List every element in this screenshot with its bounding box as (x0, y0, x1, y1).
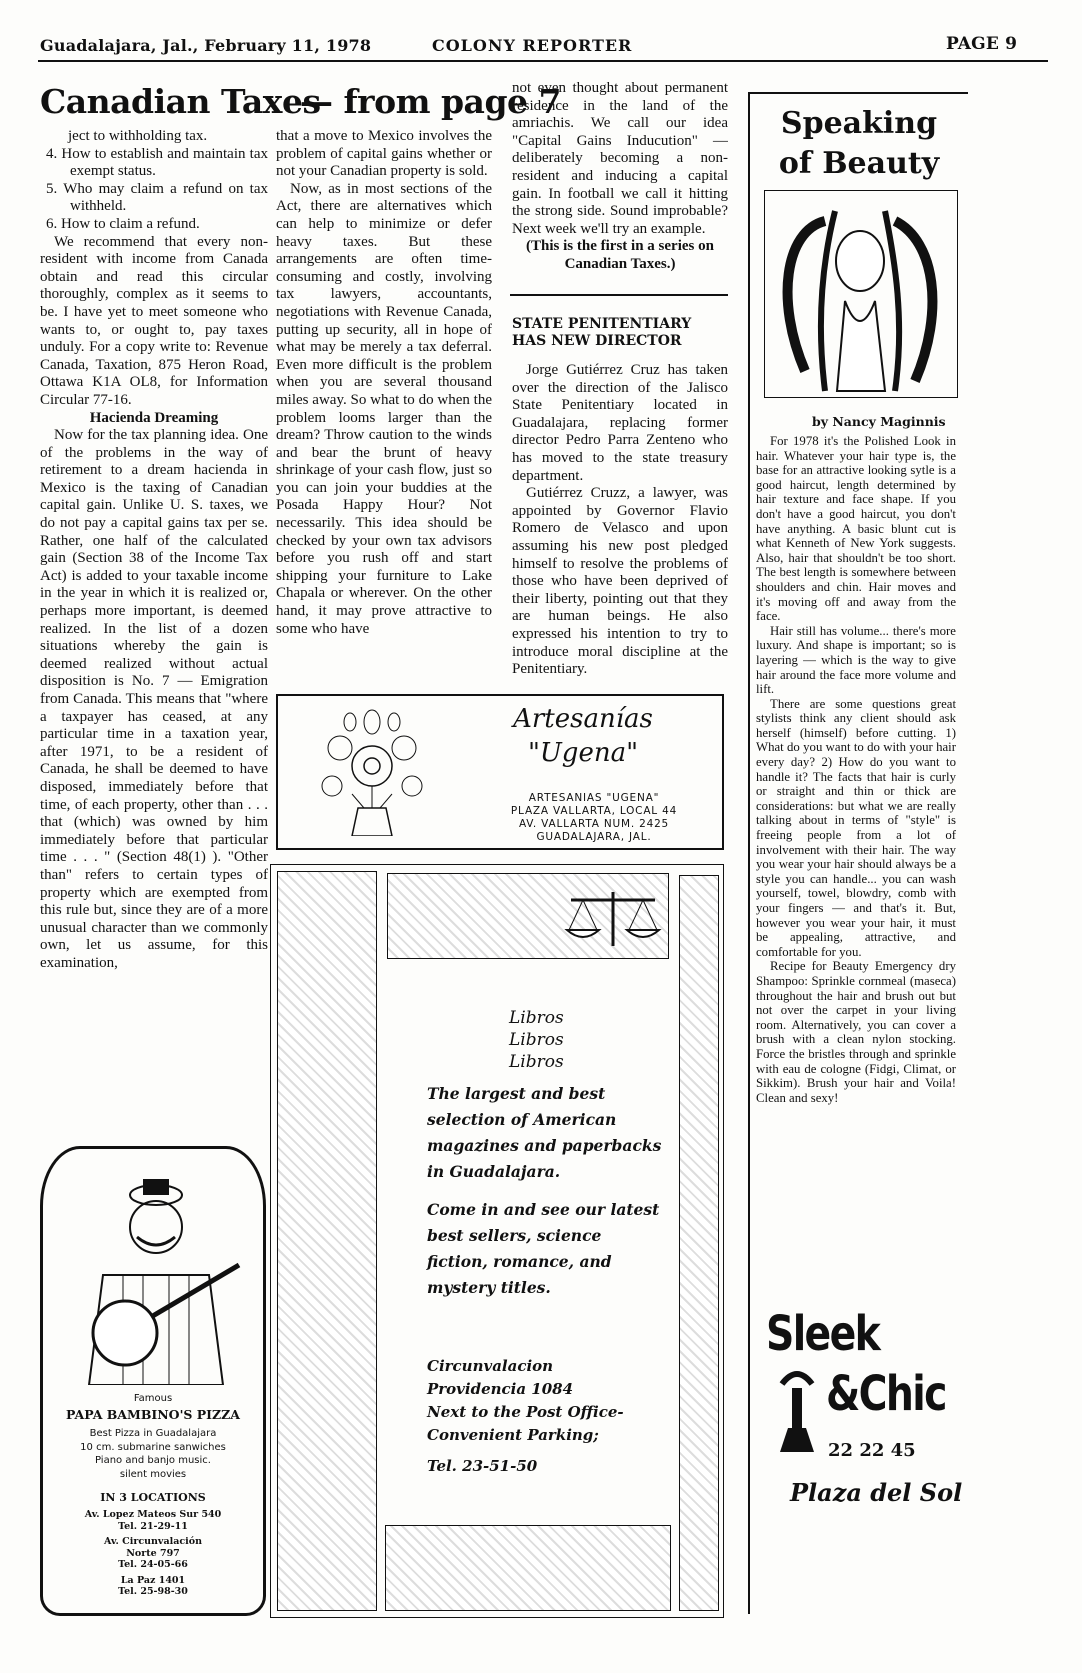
libros-line: selection of American (427, 1110, 617, 1129)
col1-para: We recommend that every non-resident with income from Canada obtain and read this circular thoroughly, complex as it seems to be. I have yet to meet someone who wants to, or ought to, pay taxes unduly. For a copy write to: Revenue Canada, Taxation, 875 Heron Road, Ottawa K1A OL8, for Information Circular 77-16. (40, 233, 268, 408)
beauty-byline: by Nancy Maginnis (812, 414, 946, 429)
beauty-para: Hair still has volume... there's more luxury. And shape is important; so is layering — which is the way to give hair around the face more volume and lift. (756, 623, 956, 697)
beauty-left-rule (748, 92, 750, 1614)
pizza-locations-title: IN 3 LOCATIONS (100, 1491, 206, 1504)
subhead-hacienda: Hacienda Dreaming (89, 409, 219, 426)
vintage-phone-icon (772, 1364, 822, 1454)
col3-para: not even thought about permanent residence in the land of the amriachis. We call our idea "Capital Gains Inducution" — deliberately becoming a non-resident and inducing a capital gain. In football we call it hitting the strong side. Sound improbable? Next week we'll try an example. (512, 80, 728, 237)
taxes-column-1 (40, 128, 268, 1138)
col2-para: that a move to Mexico involves the problem of capital gains whether or not your Canadian property is sold. (276, 128, 492, 180)
taxes-headline-right: — from page 7 (300, 82, 561, 121)
flower-vase-illustration (302, 708, 442, 836)
pizza-location-line: Av. Circunvalación (103, 1536, 202, 1547)
pizza-location-line: Norte 797 (126, 1547, 180, 1559)
pizza-famous: Famous (133, 1393, 173, 1404)
dateline: Guadalajara, Jal., February 11, 1978 (40, 36, 372, 55)
scales-icon (563, 886, 663, 948)
masthead-rule (38, 60, 1048, 62)
pizza-line: 10 cm. submarine sanwiches (80, 1441, 226, 1453)
col1-list-item: 4. How to establish and maintain tax exempt status. (46, 145, 268, 180)
libros-phone: Tel. 23-51-50 (427, 1457, 538, 1475)
taxes-column-2 (276, 128, 492, 688)
beauty-title-line: of Beauty (778, 146, 940, 181)
col2-para: Now, as in most sections of the Act, there are alternatives which can help to minimize or defer heavy taxes. But these arrangements are often time-consuming and costly, involving tax lawyers, accountants, negotiations with Revenue Canada, putting up security, all in hope of what may be merely a tax deferral. Even more difficult is the problem when you are several thousand miles away. So what to do when the problem looms larger than the dream? Throw caution to the winds and bear the brunt of heavy shrinkage of your cash flow, just so you can join your buddies at the Posada Happy Hour? Not necessarily. This idea should be checked by your own tax advisors before you rush off and start shipping your furniture to Lake Chapala or wherever. On the other hand, it may prove attractive to some who have (276, 180, 492, 637)
plaza-del-sol-logo: Plaza del Sol (790, 1478, 963, 1507)
floral-banner (385, 1525, 671, 1611)
pizza-locations (43, 1509, 263, 1598)
pizza-line: silent movies (119, 1468, 187, 1480)
col1-para: ject to withholding tax. (68, 128, 208, 144)
libros-address-line: Circunvalacion (427, 1357, 554, 1375)
libros-ad (270, 864, 724, 1618)
column-rule (510, 294, 728, 296)
artesanias-line: PLAZA VALLARTA, LOCAL 44 (510, 805, 678, 817)
col1-list-item: 6. How to claim a refund. (46, 215, 200, 232)
woman-portrait-illustration (765, 191, 955, 395)
pizza-name: PAPA BAMBINO'S PIZZA (66, 1407, 240, 1422)
libros-line: fiction, romance, and (427, 1252, 612, 1271)
artesanias-script-title: Artesanías (513, 704, 653, 734)
libros-address (427, 1355, 667, 1478)
taxes-column-3 (512, 80, 728, 290)
prison-headline: STATE PENITENTIARY HAS NEW DIRECTOR (512, 316, 692, 349)
libros-address-line: Providencia 1084 (427, 1380, 574, 1398)
pizza-location-line: La Paz 1401 (120, 1574, 186, 1586)
sleek-phone: 22 22 45 (828, 1440, 916, 1461)
libros-line: magazines and paperbacks (427, 1136, 662, 1155)
taxes-headline-left: Canadian Taxes (40, 82, 321, 121)
beauty-title-line: Speaking (780, 106, 938, 141)
libros-address-line: Convenient Parking; (427, 1426, 599, 1444)
libros-word: Libros (509, 1052, 564, 1072)
pizza-location-line: Tel. 21-29-11 (118, 1520, 188, 1532)
artesanias-line: AV. VALLARTA NUM. 2425 (518, 818, 670, 830)
beauty-illustration (764, 190, 958, 398)
page-number: PAGE 9 (946, 34, 1018, 54)
libros-body (427, 1081, 667, 1301)
beauty-para: For 1978 it's the Polished Look in hair. Whatever your hair type is, the base for an attractive looking sytle is a good haircut, length determined by hair texture and face shape. If you don't have a good haircut, you don't have anything. A basic blunt cut is what Kenneth of New York suggests. Also, hair that shouldn't be too short. The best length is somewhere between shoulders and chin. Hair moves and it's moving off and away from the face. (756, 434, 956, 624)
artesanias-script-name: "Ugena" (527, 738, 639, 768)
beauty-body (756, 434, 956, 1304)
pizza-location-line: Tel. 24-05-66 (118, 1559, 188, 1570)
series-note: (This is the first in a series on Canadian Taxes.) (526, 238, 714, 272)
pizza-features (43, 1427, 263, 1481)
chic-logo: &Chic (826, 1366, 946, 1422)
engraved-border-left (277, 871, 377, 1611)
prison-para: Jorge Gutiérrez Cruz has taken over the direction of the Jalisco State Penitentiary located in Guadalajara, replacing former director Pedro Parra Zenteno who has moved to the state treasury department. (512, 362, 728, 484)
pizza-ad (40, 1146, 266, 1616)
libros-word: Libros (509, 1030, 564, 1050)
prison-body (512, 362, 728, 680)
sleek-logo: Sleek (766, 1306, 880, 1362)
pizza-location-line: Tel. 25-98-30 (118, 1586, 188, 1597)
beauty-para: Recipe for Beauty Emergency dry Shampoo: Sprinkle cornmeal (maseca) throughout the hair and brush out but not over the carpet in your living room. Alternatively, you can cover a brush with a clean nylon stocking. Force the bristles through and sprinkle with eau de cologne (Fidgi, Climat, or Sikkim). Brush your hair and Voila! Clean and sexy! (756, 959, 956, 1105)
col1-para: Now for the tax planning idea. One of the problems in the way of retirement to a dream hacienda in Mexico is the taxing of Canadian capital gain. Unlike U. S. taxes, we do not pay a capital gains tax per se. Rather, one half of the calculated gain (Section 38 of the Income Tax Act) is added to your taxable income in the year in which it is realized or, perhaps more important, is deemed realized. In the list of a dozen situations whereby the gain is deemed realized without actual disposition is No. 7 — Emigration from Canada. This means that "where a taxpayer has ceased, at any particular time in a taxation year, after 1971, to be a resident of Canada, he shall be deemed to have disposed, immediately before that time, of each property, other than . . . that (which) was owned by him immediately before that particular time . . . " (Section 48(1) ). "Other than" refers to certain types of property which are exempted from this rule but, since they are of a more unusual character than we commonly own, let us assume, for this examination, (40, 427, 268, 971)
pizza-line: Piano and banjo music. (95, 1455, 211, 1466)
beauty-top-rule (748, 92, 968, 94)
libros-word: Libros (509, 1008, 564, 1028)
libros-line: The largest and best (427, 1084, 606, 1103)
libros-address-line: Next to the Post Office- (427, 1403, 624, 1421)
zodiac-banner (387, 873, 669, 959)
paper-name: COLONY REPORTER (432, 36, 633, 55)
libros-line: in Guadalajara. (427, 1162, 561, 1181)
col1-list-item: 5. Who may claim a refund on tax withheld. (46, 180, 268, 215)
libros-line: mystery titles. (427, 1278, 551, 1297)
pizza-line: Best Pizza in Guadalajara (89, 1428, 217, 1439)
engraved-border-right (679, 875, 719, 1611)
beauty-title (752, 104, 966, 184)
artesanias-ad (276, 694, 724, 850)
beauty-para: There are some questions great stylists think any client should ask herself (himself) before cutting. 1) What do you want to do with your hair every day? 2) How do you want to handle it? The facts that hair is curly or straight and thin or thick are considerations: but what we are really talking about in terms of "style" is freeing people from a lot of involvement with their hair. The way you wear your hair should always be a style you can handle... you can wash yourself, towel, blowdry, comb with your fingers — and that's it. But, however you wear your hair, it must be appealing, attractive, and comfortable for you. (756, 696, 956, 959)
libros-line: Come in and see our latest (427, 1200, 660, 1219)
artesanias-line: GUADALAJARA, JAL. (536, 831, 652, 843)
libros-repeat (509, 1007, 564, 1073)
prison-para: Gutiérrez Cruzz, a lawyer, was appointed by Governor Flavio Romero de Velasco and upon assuming his new post pledged himself to resolve the problems of those who have been deprived of their liberty, pointing out that they are human beings. He also expressed his intention to try to introduce moral discipline at the Penitentiary. (512, 485, 728, 678)
pizza-location-line: Av. Lopez Mateos Sur 540 (84, 1509, 222, 1520)
artesanias-line: ARTESANIAS "UGENA" (528, 792, 660, 804)
libros-line: best sellers, science (427, 1226, 602, 1245)
artesanias-address (474, 792, 714, 844)
banjo-player-illustration (63, 1165, 249, 1385)
